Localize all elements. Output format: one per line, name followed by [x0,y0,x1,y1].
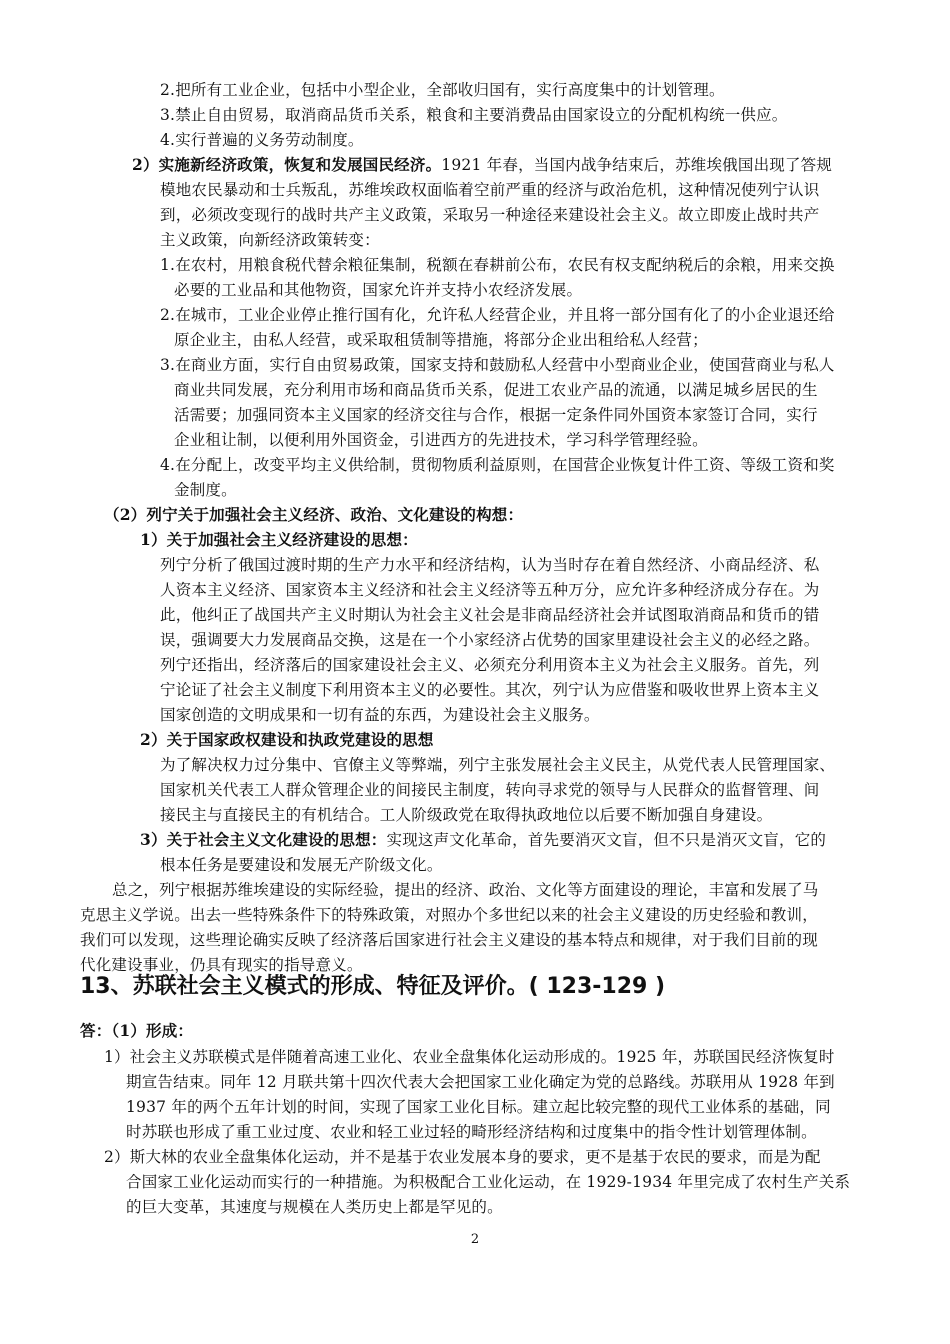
text-line: 2.在城市，工业企业停止推行国有化，允许私人经营企业，并且将一部分国有化了的小企业退还给 [160,306,835,324]
paragraph-line [140,829,826,851]
text-line: 误，强调要大力发展商品交换，这是在一个小家经济占优势的国家里建设社会主义的必经之路。 [160,631,820,649]
answer-label: 答：（1）形成： [80,1021,194,1040]
text-line: 此，他纠正了战国共产主义时期认为社会主义社会是非商品经济社会并试图取消商品和货币的错 [160,606,820,624]
text-line: 3.在商业方面，实行自由贸易政策，国家支持和鼓励私人经营中小型商业企业，使国营商业与私人 [160,356,835,374]
paragraph-text: 实现这声文化革命，首先要消灭文盲，但不只是消灭文盲，它的 [386,831,827,849]
text-line: 克思主义学说。出去一些特殊条件下的特殊政策，对照办个多世纪以来的社会主义建设的历史经验和教训， [80,906,818,924]
paragraph-line [132,154,832,176]
text-line: 4.在分配上，改变平均主义供给制，贯彻物质利益原则，在国营企业恢复计件工资、等级工资和奖 [160,456,835,474]
text-line: 金制度。 [174,481,237,499]
subsection-heading: 2）关于国家政权建设和执政党建设的思想 [140,730,434,749]
text-line: 国家机关代表工人群众管理企业的间接民主制度，转向寻求党的领导与人民群众的监督管理、间 [160,781,820,799]
text-line: 宁论证了社会主义制度下利用资本主义的必要性。其次，列宁认为应借鉴和吸收世界上资本主义 [160,681,820,699]
text-line: 根本任务是要建设和发展无产阶级文化。 [160,856,443,874]
text-line: 到，必须改变现行的战时共产主义政策，采取另一种途径来建设社会主义。故立即废止战时共产 [160,206,820,224]
question-title: 13、苏联社会主义模式的形成、特征及评价。( 123-129 ) [80,974,666,999]
page-number: 2 [470,1232,480,1247]
section-heading: （2）列宁关于加强社会主义经济、政治、文化建设的构想： [104,505,524,524]
text-line: 2.把所有工业企业，包括中小型企业，全部收归国有，实行高度集中的计划管理。 [160,81,725,99]
text-line: 模地农民暴动和士兵叛乱，苏维埃政权面临着空前严重的经济与政治危机，这种情况使列宁认识 [160,181,820,199]
text-line: 为了解决权力过分集中、官僚主义等弊端，列宁主张发展社会主义民主，从党代表人民管理国家、 [160,756,836,774]
text-line: 时苏联也形成了重工业过度、农业和轻工业过轻的畸形经济结构和过度集中的指令性计划管理体制。 [126,1123,817,1141]
text-line: 活需要；加强同资本主义国家的经济交往与合作，根据一定条件同外国资本家签订合同，实行 [174,406,818,424]
text-line: 原企业主，由私人经营，或采取租赁制等措施，将部分企业出租给私人经营； [174,331,708,349]
text-line: 总之，列宁根据苏维埃建设的实际经验，提出的经济、政治、文化等方面建设的理论，丰富和发展了马 [112,881,819,899]
text-line: 必要的工业品和其他物资，国家允许并支持小农经济发展。 [174,281,583,299]
text-line: 代化建设事业，仍具有现实的指导意义。 [80,956,363,974]
text-line: 国家创造的文明成果和一切有益的东西，为建设社会主义服务。 [160,706,600,724]
text-line: 的巨大变革，其速度与规模在人类历史上都是罕见的。 [126,1198,503,1216]
text-line: 1937 年的两个五年计划的时间，实现了国家工业化目标。建立起比较完整的现代工业体系的基础，同 [126,1098,831,1116]
text-line: 1）社会主义苏联模式是伴随着高速工业化、农业全盘集体化运动形成的。1925 年，苏联国民经济恢复时 [104,1048,835,1066]
text-line: 商业共同发展，充分利用市场和商品货币关系，促进工农业产品的流通，以满足城乡居民的生 [174,381,818,399]
text-line: 1.在农村，用粮食税代替余粮征集制，税额在春耕前公布，农民有权支配纳税后的余粮，用来交换 [160,256,835,274]
text-line: 2）斯大林的农业全盘集体化运动，并不是基于农业发展本身的要求，更不是基于农民的要求，而是为配 [104,1148,821,1166]
text-line: 企业租让制，以便利用外国资金，引进西方的先进技术，学习科学管理经验。 [174,431,708,449]
text-line: 3.禁止自由贸易，取消商品货币关系，粮食和主要消费品由国家设立的分配机构统一供应。 [160,106,788,124]
text-line: 列宁分析了俄国过渡时期的生产力水平和经济结构，认为当时存在着自然经济、小商品经济、私 [160,556,820,574]
text-line: 接民主与直接民主的有机结合。工人阶级政党在取得执政地位以后要不断加强自身建设。 [160,806,773,824]
text-line: 合国家工业化运动而实行的一种措施。为积极配合工业化运动，在 1929-1934 年里完成了农村生产关系 [126,1173,851,1191]
text-line: 主义政策，向新经济政策转变： [160,231,380,249]
text-line: 我们可以发现，这些理论确实反映了经济落后国家进行社会主义建设的基本特点和规律，对于我们目前的现 [80,931,818,949]
paragraph-text: 1921 年春，当国内战争结束后，苏维埃俄国出现了答规 [441,156,833,174]
subsection-heading: 1）关于加强社会主义经济建设的思想： [140,530,418,549]
text-line: 人资本主义经济、国家资本主义经济和社会主义经济等五种万分，应允许多种经济成分存在。为 [160,581,820,599]
text-line: 4.实行普遍的义务劳动制度。 [160,131,364,149]
text-line: 列宁还指出，经济落后的国家建设社会主义、必须充分利用资本主义为社会主义服务。首先，列 [160,656,820,674]
subsection-heading: 3）关于社会主义文化建设的思想： [140,830,387,849]
section-heading: 2）实施新经济政策，恢复和发展国民经济。 [132,155,442,174]
text-line: 期宣告结束。同年 12 月联共第十四次代表大会把国家工业化确定为党的总路线。苏联用从 1928 年到 [126,1073,835,1091]
